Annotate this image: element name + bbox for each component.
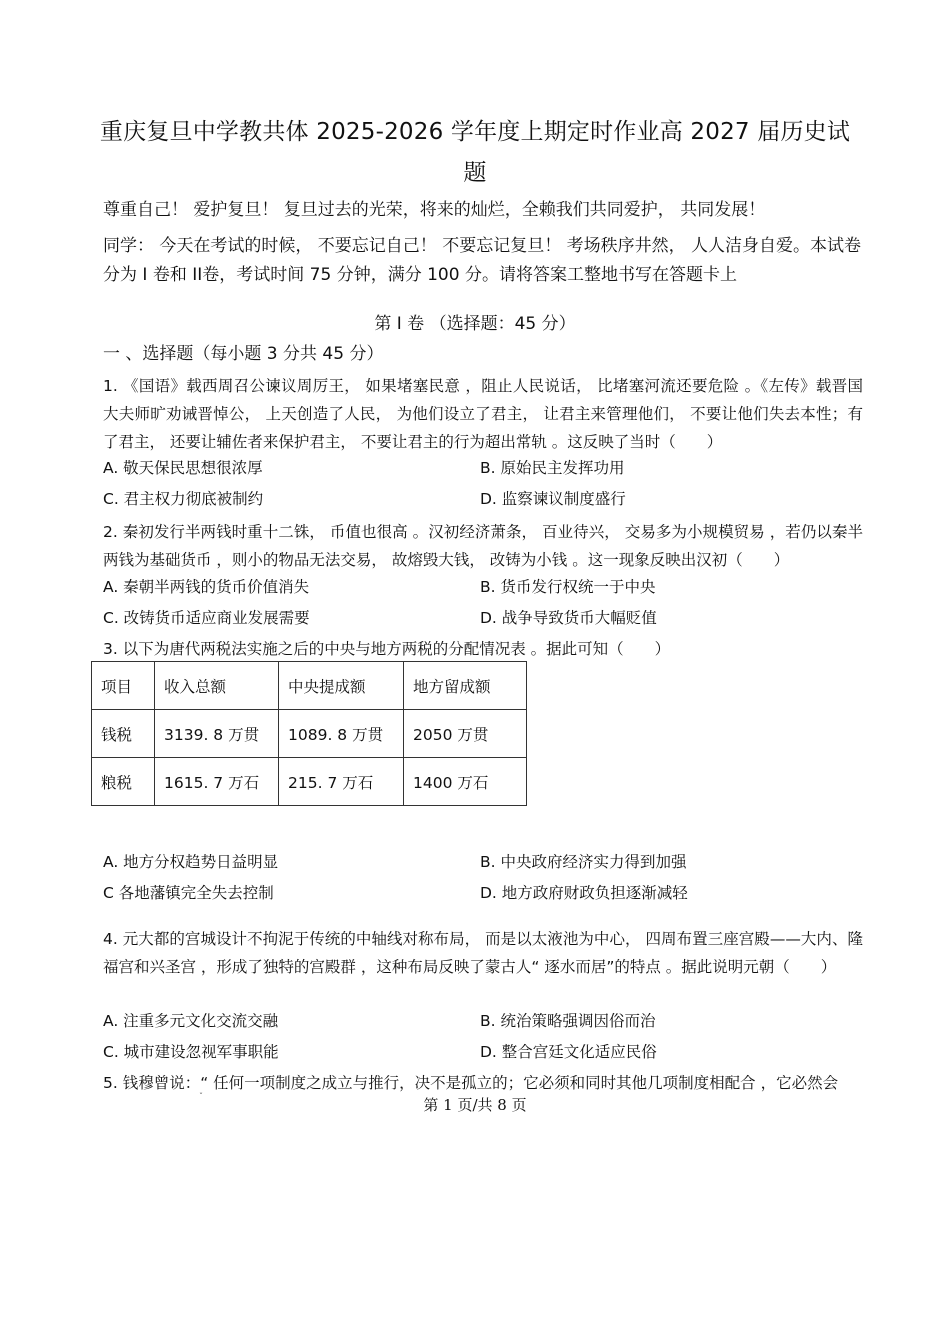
- section-heading: 一 、选择题（每小题 3 分共 45 分）: [103, 344, 384, 364]
- question-4-option-b: B. 统治策略强调因俗而治: [480, 1012, 656, 1030]
- question-4-option-c: C. 城市建设忽视军事职能: [103, 1043, 279, 1061]
- tax-distribution-table: [91, 661, 527, 806]
- question-4-stem: 4. 元大都的宫城设计不拘泥于传统的中轴线对称布局， 而是以太液池为中心， 四周布置三座宫殿——大内、隆福宫和兴圣宫 ，形成了独特的宫殿群 ，这种布局反映了蒙古人“ 逐水而居”的特点 。据此说明元朝（ ）: [103, 930, 863, 976]
- question-4-option-a: A. 注重多元文化交流交融: [103, 1012, 279, 1030]
- table-row: [92, 710, 527, 758]
- motto-text: 尊重自己！ 爱护复旦！ 复旦过去的光荣，将来的灿烂，全赖我们共同爱护， 共同发展！: [103, 200, 766, 220]
- question-3-option-a: A. 地方分权趋势日益明显: [103, 853, 279, 871]
- exam-notice: 同学： 今天在考试的时候， 不要忘记自己！ 不要忘记复旦！ 考场秩序井然， 人人洁身自爱。本试卷分为 I 卷和 II卷，考试时间 75 分钟，满分 100 分。请将答案工整地书写在答题卡上: [103, 236, 862, 285]
- question-1-option-d: D. 监察谏议制度盛行: [480, 490, 626, 508]
- question-3-option-b: B. 中央政府经济实力得到加强: [480, 853, 687, 871]
- question-2-option-c: C. 改铸货币适应商业发展需要: [103, 609, 310, 627]
- question-1-option-b: B. 原始民主发挥功用: [480, 459, 625, 477]
- table-cell: 钱税: [92, 710, 155, 758]
- question-1-option-c: C. 君主权力彻底被制约: [103, 490, 264, 508]
- table-header-row: [92, 662, 527, 710]
- table-header-cell: 中央提成额: [279, 662, 404, 710]
- table-cell: 215. 7 万石: [279, 758, 404, 806]
- question-2-option-d: D. 战争导致货币大幅贬值: [480, 609, 657, 627]
- question-5-stem: 5. 钱穆曾说：“ 任何一项制度之成立与推行，决不是孤立的；它必须和同时其他几项制度相配合 ，它必然会: [103, 1074, 839, 1092]
- volume-heading: 第 Ⅰ 卷 （选择题：45 分）: [374, 314, 576, 334]
- question-2-option-a: A. 秦朝半两钱的货币价值消失: [103, 578, 310, 596]
- table-cell: 1615. 7 万石: [155, 758, 279, 806]
- table-cell: 3139. 8 万贯: [155, 710, 279, 758]
- table-row: [92, 758, 527, 806]
- question-3-stem: 3. 以下为唐代两税法实施之后的中央与地方两税的分配情况表 。据此可知（ ）: [103, 640, 671, 658]
- page-break-mark: ˇ: [199, 1092, 203, 1101]
- question-1-stem: 1. 《国语》载西周召公谏议周厉王， 如果堵塞民意 ，阻止人民说话， 比堵塞河流还要危险 。《左传》载晋国大夫师旷劝诫晋悼公， 上天创造了人民， 为他们设立了君主， 让君主来管理他们， 不要让他们失去本性；有了君主， 还要让辅佐者来保护君主， 不要让君主的行为超出常轨 。这反映了当时（ ）: [103, 377, 863, 451]
- table-cell: 1089. 8 万贯: [279, 710, 404, 758]
- question-3-option-d: D. 地方政府财政负担逐渐减轻: [480, 884, 688, 902]
- table-header-cell: 地方留成额: [404, 662, 527, 710]
- exam-title-line-2: 题: [463, 160, 487, 186]
- question-2-option-b: B. 货币发行权统一于中央: [480, 578, 656, 596]
- table-header-cell: 收入总额: [155, 662, 279, 710]
- question-2-stem: 2. 秦初发行半两钱时重十二铢， 币值也很高 。汉初经济萧条， 百业待兴， 交易多为小规模贸易 ，若仍以秦半两钱为基础货币 ，则小的物品无法交易， 故熔毁大钱， 改铸为小钱 。这一现象反映出汉初（ ）: [103, 523, 863, 569]
- table-cell: 粮税: [92, 758, 155, 806]
- question-3-option-c: C 各地藩镇完全失去控制: [103, 884, 274, 902]
- question-1-option-a: A. 敬天保民思想很浓厚: [103, 459, 263, 477]
- table-cell: 2050 万贯: [404, 710, 527, 758]
- table-cell: 1400 万石: [404, 758, 527, 806]
- page-number-footer: 第 1 页/共 8 页: [423, 1096, 527, 1114]
- exam-title-line-1: 重庆复旦中学教共体 2025-2026 学年度上期定时作业高 2027 届历史试: [99, 119, 851, 145]
- table-header-cell: 项目: [92, 662, 155, 710]
- question-4-option-d: D. 整合宫廷文化适应民俗: [480, 1043, 657, 1061]
